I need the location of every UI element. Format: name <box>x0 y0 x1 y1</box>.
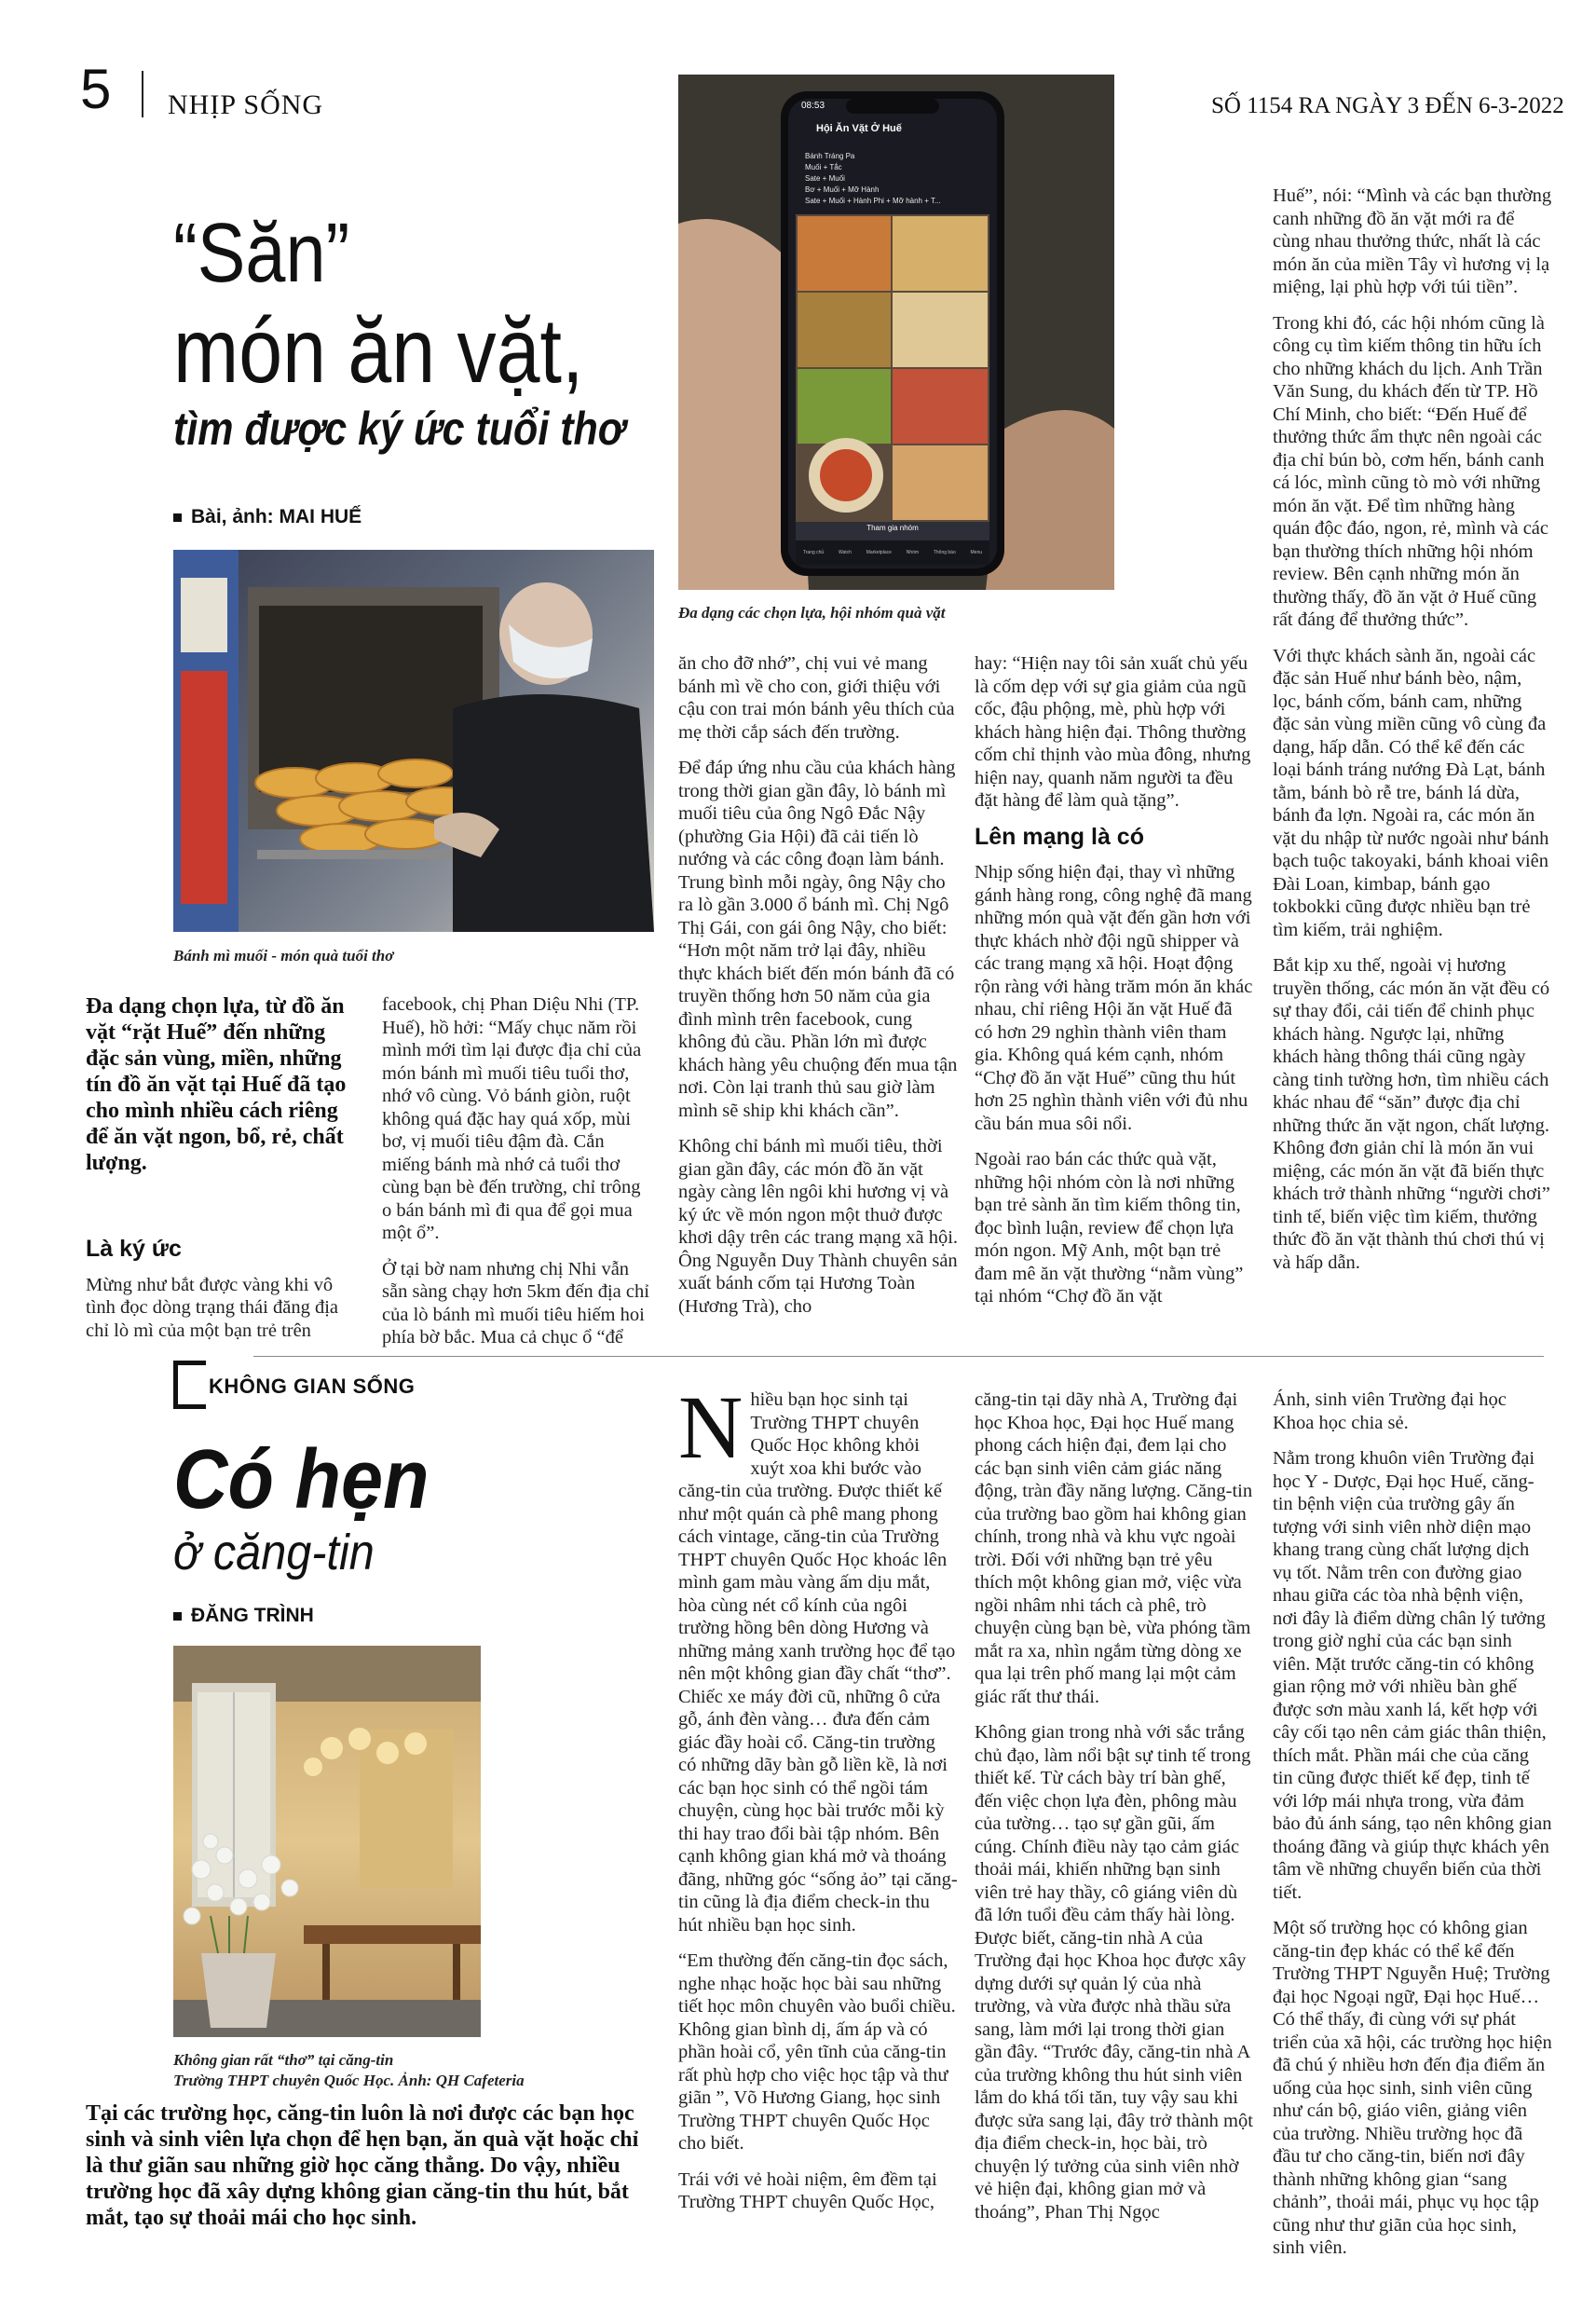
canteen-photo <box>173 1646 481 2037</box>
page-number: 5 <box>80 58 112 120</box>
paragraph: Ngoài rao bán các thức quà vặt, những hội nhóm còn là nơi những bạn trẻ sành ăn tìm kiếm thông tin, đọc bình luận, review để chọn lựa món ngon. Mỹ Anh, một bạn trẻ đam mê ăn vặt thường “nằm vùng” tại nhóm “Chợ đồ ăn vặt <box>975 1149 1244 1306</box>
article1-column-5 <box>1273 185 1552 1287</box>
section-title: NHỊP SỐNG <box>168 89 324 120</box>
phone-line: Bánh Tráng Pa <box>805 152 855 160</box>
paragraph: hay: “Hiện nay tôi sản xuất chủ yếu là cốm dẹp với sự gia giảm của ngũ cốc, đậu phộng, mè, phù hợp với khách hàng hiện đại. Thông thường cốm chỉ thịnh vào mùa đông, nhưng hiện nay, quanh năm người ta đều đặt hàng để làm quà tặng”. <box>975 653 1251 811</box>
paragraph-text: hiều bạn học sinh tại Trường THPT chuyên Quốc Học không khỏi xuýt xoa khi bước vào căng-tin của trường. Được thiết kế như một quán cà phê mang phong cách vintage, căng-tin của Trường THPT chuyên Quốc Học khoác lên mình gam màu vàng ấm dịu mắt, hòa cùng nét cổ kính của ngôi trường hồng bên dòng Hương và những mảng xanh trường học để tạo nên một không gian đầy chất “thơ”. Chiếc xe máy đời cũ, những ô cửa gỗ, ánh đèn vàng… đưa đến cảm giác đầy hoài cổ. Căng-tin trường có những dãy bàn gỗ liền kề, là nơi các bạn học sinh có thể ngồi tám chuyện, cùng học bài trước mỗi kỳ thi hay trao đổi bài tập nhóm. Bên cạnh không gian khá mở và thoáng đãng, những góc “sống ảo” tại căng-tin cũng là địa điểm check-in thu hút nhiều bạn học sinh. <box>678 1389 958 1936</box>
header-divider <box>142 71 143 117</box>
canteen-illustration <box>173 1646 481 2037</box>
title-line-1: “Săn” <box>173 207 350 300</box>
paragraph: Ánh, sinh viên Trường đại học Khoa học chia sẻ. <box>1273 1389 1507 1433</box>
drop-cap: N <box>678 1377 743 1477</box>
paragraph: Một số trường học có không gian căng-tin đẹp khác có thể kể đến Trường THPT Nguyễn Huệ; Trường đại học Ngoại ngữ, Đại học Huế… Có thể thấy, đi cùng với sự phát triển của xã hội, các trường học hiện đã chú ý nhiều hơn đến địa điểm ăn uống của học sinh, sinh viên cũng như cán bộ, giáo viên, giảng viên của trường. Nhiều trường học đã đầu tư cho căng-tin, biến nơi đây thành những không gian “sang chảnh”, thoải mái, phục vụ học tập cũng như thư giãn của học sinh, sinh viên. <box>1273 1918 1552 2258</box>
tab-watch[interactable]: Watch <box>838 550 852 555</box>
byline-text: ĐĂNG TRÌNH <box>191 1605 314 1626</box>
paragraph: Không chỉ bánh mì muối tiêu, thời gian gần đây, các món đồ ăn vặt ngày càng lên ngôi khi hương vị và ký ức về món ngon một thuở được khơi dậy trên các trang mạng xã hội. Ông Nguyễn Duy Thành chuyên sản xuất bánh cốm tại Hương Toàn (Hương Trà), cho <box>678 1136 959 1317</box>
title-line-1: Có hẹn <box>173 1433 430 1526</box>
bakery-caption: Bánh mì muối - món quà tuổi thơ <box>173 947 394 964</box>
byline-text: Bài, ảnh: MAI HUẾ <box>191 506 362 527</box>
subhead-ky-uc: Là ký ức <box>86 1236 182 1262</box>
paragraph: Với thực khách sành ăn, ngoài các đặc sản Huế như bánh bèo, nậm, lọc, bánh cốm, bánh cam, những đặc sản vùng miền cũng vô cùng đa dạng, hấp dẫn. Có thể kể đến các loại bánh tráng nướng Đà Lạt, bánh tằm, bánh bò rễ tre, bánh lá dừa, bánh đa lợn. Ngoài ra, các món ăn vặt du nhập từ nước ngoài như bánh bạch tuộc takoyaki, bánh khoai viên Đài Loan, kimbap, bánh gạo tokbokki cũng được nhiều bạn trẻ tìm kiếm, trải nghiệm. <box>1273 645 1549 940</box>
caption-line: Trường THPT chuyên Quốc Học. Ảnh: QH Cafeteria <box>173 2072 525 2089</box>
paragraph: Trái với vẻ hoài niệm, êm đềm tại Trường THPT chuyên Quốc Học, <box>678 2168 937 2212</box>
bullet-square <box>173 513 182 522</box>
phone-post-lines <box>805 151 988 207</box>
bakery-photo <box>173 550 654 932</box>
paragraph: Trong khi đó, các hội nhóm cũng là công cụ tìm kiếm thông tin hữu ích cho những khách du lịch. Anh Trần Văn Sung, du khách đến từ TP. Hồ Chí Minh, cho biết: “Đến Huế để thưởng thức ẩm thực nên ngoài các địa chỉ bún bò, cơm hến, bánh canh cá lóc, mình cũng tò mò với những món ăn vặt. Để tìm những hàng quán độc đáo, ngon, rẻ, mình và các bạn thường thích những hội nhóm review. Bên cạnh những món ăn thường thấy, đồ ăn vặt ở Huế cũng rất đáng để thưởng thức”. <box>1273 312 1549 630</box>
tab-notifications[interactable]: Thông báo <box>933 550 956 555</box>
phone-time: 08:53 <box>801 101 825 111</box>
article2-column-1 <box>678 1377 958 2227</box>
tab-menu[interactable]: Menu <box>970 550 983 555</box>
phone-line: Sate + Muối <box>805 174 845 183</box>
paragraph <box>678 1377 958 1936</box>
article2-column-2 <box>975 1389 1254 2237</box>
article2-title <box>173 1435 457 1580</box>
article1-title <box>173 207 676 457</box>
tab-groups[interactable]: Nhóm <box>906 550 920 555</box>
bullet-square <box>173 1612 182 1621</box>
phone-photo <box>678 75 1114 590</box>
article1-column-1 <box>86 1221 356 1355</box>
paragraph: Mừng như bắt được vàng khi vô tình đọc dòng trạng thái đăng địa chỉ lò mì của một bạn trẻ trên <box>86 1274 338 1341</box>
phone-caption: Đa dạng các chọn lựa, hội nhóm quà vặt <box>678 604 946 622</box>
article1-column-3 <box>678 652 958 1331</box>
phone-tab-bar <box>796 550 989 555</box>
paragraph: Nhịp sống hiện đại, thay vì những gánh hàng rong, công nghệ đã mang những món quà vặt đến gần hơn với thực khách nhờ đội ngũ shipper và các trang mạng xã hội. Hoạt động rộn ràng với hàng trăm món ăn khác nhau, chỉ riêng Hội ăn vặt Huế đã có hơn 29 nghìn thành viên tham gia. Không quá kém cạnh, nhóm “Chợ đồ ăn vặt Huế” cũng thu hút hơn 25 nghìn thành viên với đủ nhu cầu bán mua sôi nổi. <box>975 862 1253 1134</box>
article1-column-2 <box>382 993 650 1362</box>
article2-column-3 <box>1273 1389 1552 2273</box>
phone-line: Muối + Tắc <box>805 163 842 171</box>
article1-byline <box>173 506 361 528</box>
paragraph: Huế”, nói: “Mình và các bạn thường canh những đồ ăn vặt mới ra để cùng nhau thưởng thức, nhất là các món ăn của miền Tây vì hương vị lạ miệng, lại phù hợp với túi tiền”. <box>1273 185 1552 297</box>
section-label: KHÔNG GIAN SỐNG <box>209 1375 416 1398</box>
caption-line: Không gian rất “thơ” tại căng-tin <box>173 2051 394 2069</box>
tab-marketplace[interactable]: Marketplace <box>866 550 892 555</box>
paragraph: Nằm trong khuôn viên Trường đại học Y - Dược, Đại học Huế, căng-tin bệnh viện của trường gây ấn tượng với sinh viên nhờ diện mạo khang trang cùng chất lượng dịch vụ tốt. Nằm trên con đường giao nhau giữa các tòa nhà bệnh viện, nơi đây là điểm dừng chân lý tưởng trong giờ nghỉ của các bạn sinh viên. Mặt trước căng-tin có không gian rộng mở với nhiều bàn ghế được sơn màu xanh lá, kết hợp với cây cối tạo nên cảm giác thân thiện, thích mắt. Phần mái che của căng tin cũng được thiết kế đẹp, tinh tế với lớp mái nhựa trong, vừa đảm bảo đủ ánh sáng, tạo nên không gian thoáng đãng và giúp thực khách yên tâm về những chuyển biến của thời tiết. <box>1273 1448 1552 1903</box>
paragraph: Bắt kịp xu thế, ngoài vị hương truyền thống, các món ăn vặt đều có sự thay đổi, cải tiến để chinh phục khách hàng. Ngược lại, những khách hàng thông thái cũng ngày càng tinh tường hơn, tìm nhiều cách khác nhau để “săn” được địa chỉ những thức ăn vặt ngon, chất lượng. Không đơn giản chỉ là món ăn vui miệng, các món ăn vặt đã biến thực khách trở thành những “người chơi” tinh tế, biến việc tìm kiếm, thưởng thức đồ ăn vặt thành thú chơi thú vị và hấp dẫn. <box>1273 955 1550 1273</box>
tab-home[interactable]: Trang chủ <box>802 550 825 555</box>
title-line-2: ở căng-tin <box>173 1525 375 1580</box>
article1-column-4 <box>975 652 1254 1321</box>
bakery-illustration <box>173 550 654 932</box>
article2-byline <box>173 1605 314 1627</box>
phone-line: Bơ + Muối + Mỡ Hành <box>805 185 880 194</box>
paragraph: facebook, chị Phan Diệu Nhi (TP. Huế), hồ hởi: “Mấy chục năm rồi mình mới tìm lại được địa chỉ của món bánh mì muối tiêu tuổi thơ, nhớ vô cùng. Vỏ bánh giòn, ruột không quá đặc hay quá xốp, mùi bơ, vị muối tiêu đậm đà. Cắn miếng bánh mà nhớ cả tuổi thơ cùng bạn bè đến trường, chỉ trông o bán bánh mì đi qua để gọi mua một ổ”. <box>382 994 642 1243</box>
paragraph: căng-tin tại dãy nhà A, Trường đại học Khoa học, Đại học Huế mang phong cách hiện đại, đem lại cho các bạn sinh viên cảm giác năng động, tràn đầy năng lượng. Căng-tin của trường bao gồm hai không gian chính, trong nhà và khu vực ngoài trời. Đối với những bạn trẻ yêu thích một không gian mở, việc vừa ngồi nhâm nhi tách cà phê, trò chuyện cùng bạn bè, vừa phóng tầm mắt ra xa, nhìn ngắm từng dòng xe qua lại trên phố mang lại một cảm giác rất thư thái. <box>975 1389 1253 1707</box>
paragraph: Không gian trong nhà với sắc trắng chủ đạo, làm nổi bật sự tinh tế trong thiết kế. Từ cách bày trí bàn ghế, đến việc chọn lựa đèn, phông màu của tường… tạo sự gần gũi, ấm cúng. Chính điều này tạo cảm giác thoải mái, khiến những bạn sinh viên trẻ hay thầy, cô giáng viên dù đã lớn tuổi đều cảm thấy hài lòng. Được biết, căng-tin nhà A của Trường đại học Khoa học được xây dựng dưới sự quản lý của nhà trường, và vừa được nhà thầu sửa sang, làm mới lại trong thời gian gần đây. “Trước đây, căng-tin nhà A của trường không thu hút sinh viên lắm do khá tối tăn, tuy vậy sau khi được sửa sang lại, đây trở thành một địa điểm check-in, học bài, trò chuyện lý tưởng của sinh viên nhờ vẻ hiện đại, không gian mở và thoáng”, Phan Thị Ngọc <box>975 1722 1253 2223</box>
subhead-len-mang: Lên mạng là có <box>975 823 1144 850</box>
phone-line: Sate + Muối + Hành Phi + Mỡ hành + T... <box>805 197 941 205</box>
join-group-button[interactable]: Tham gia nhóm <box>866 524 919 532</box>
article2-lead: Tại các trường học, căng-tin luôn là nơi được các bạn học sinh và sinh viên lựa chọn để hẹn bạn, ăn quà vặt hoặc chỉ là thư giãn sau những giờ học căng thẳng. Do vậy, nhiều trường học đã xây dựng không gian căng-tin thu hút, bắt mắt, tạo sự thoải mái cho học sinh. <box>86 2101 639 2230</box>
kgs-bracket <box>173 1361 206 1409</box>
phone-group-name[interactable]: Hội Ăn Vặt Ở Huế <box>816 123 902 134</box>
issue-info: SỐ 1154 RA NGÀY 3 ĐẾN 6-3-2022 <box>1211 93 1564 118</box>
paragraph: “Em thường đến căng-tin đọc sách, nghe nhạc hoặc học bài sau những tiết học môn chuyên vào buổi chiều. Không gian bình dị, ấm áp và có phần hoài cổ, yên tĩnh của căng-tin rất phù hợp cho việc học tập và thư giãn ”, Võ Hương Giang, học sinh Trường THPT chuyên Quốc Học cho biết. <box>678 1950 956 2154</box>
article1-lead: Đa dạng chọn lựa, từ đồ ăn vặt “rặt Huế” đến những đặc sản vùng, miền, những tín đồ ăn vặt tại Huế đã tạo cho mình nhiều cách riêng để ăn vặt ngon, bổ, rẻ, chất lượng. <box>86 994 347 1175</box>
paragraph: ăn cho đỡ nhớ”, chị vui vẻ mang bánh mì về cho con, giới thiệu với cậu con trai món bánh yêu thích của mẹ thời cắp sách đến trường. <box>678 653 955 743</box>
paragraph: Ở tại bờ nam nhưng chị Nhi vẫn sẵn sàng chạy hơn 5km đến địa chỉ của lò bánh mì muối tiêu hiếm hoi phía bờ bắc. Mua cả chục ổ “để <box>382 1258 649 1348</box>
paragraph: Để đáp ứng nhu cầu của khách hàng trong thời gian gần đây, lò bánh mì muối tiêu của ông Ngô Đắc Nậy (phường Gia Hội) đã cải tiến lò nướng và các công đoạn làm bánh. Trung bình mỗi ngày, ông Nậy cho ra lò gần 3.000 ổ bánh mì. Chị Ngô Thị Gái, con gái ông Nậy, cho biết: “Hơn một năm trở lại đây, nhiều thực khách biết đến món bánh đã có truyền thống hơn 50 năm của gia đình mình trên facebook, cung không đủ cầu. Phần lớn mì được khách hàng yêu chuộng đến mua tận nơi. Còn lại tranh thủ sau giờ làm mình sẽ ship khi khách cần”. <box>678 758 958 1121</box>
section-divider <box>253 1356 1544 1357</box>
title-line-2: món ăn vặt, <box>173 299 584 402</box>
canteen-caption <box>173 2050 525 2091</box>
title-line-3: tìm được ký ức tuổi thơ <box>173 403 625 455</box>
